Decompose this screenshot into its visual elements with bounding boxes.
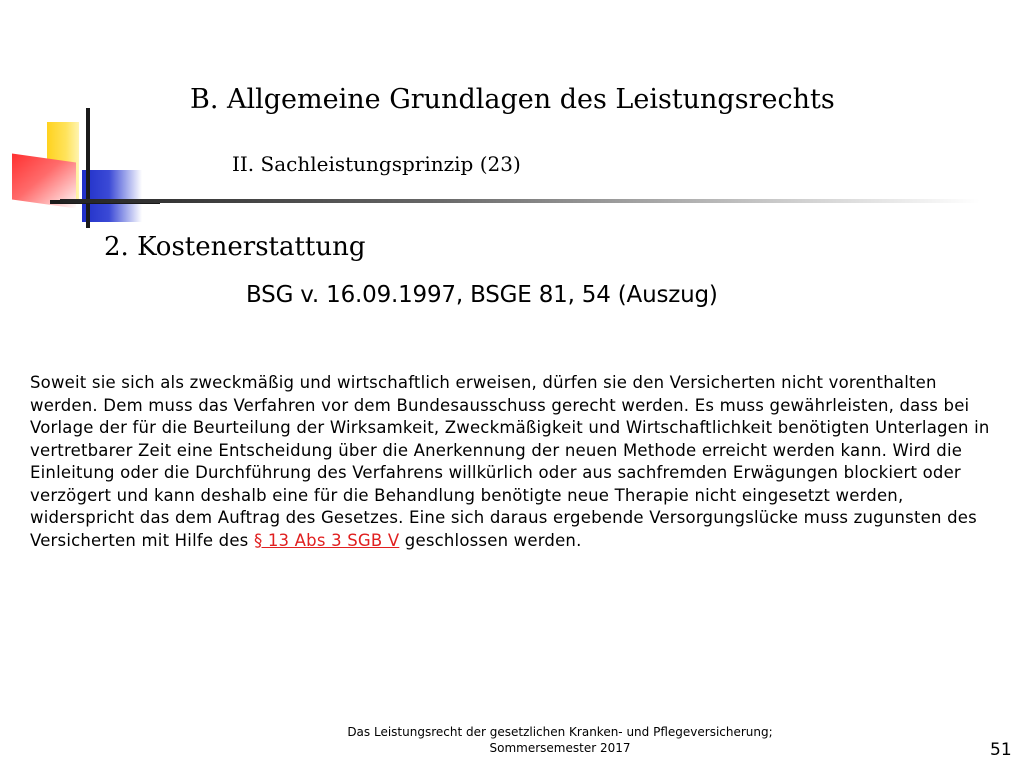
quote-body-text bbox=[30, 372, 1005, 552]
header-divider bbox=[60, 199, 980, 203]
slide-footer bbox=[300, 724, 820, 756]
court-citation: BSG v. 16.09.1997, BSGE 81, 54 (Auszug) bbox=[246, 282, 718, 308]
footer-semester: Sommersemester 2017 bbox=[489, 741, 631, 755]
body-text-before-link: Soweit sie sich als zweckmäßig und wirtschaftlich erweisen, dürfen sie den Versicherten nicht vorenthalten werden. Dem muss das Verfahren vor dem Bundesausschuss gerecht werden. Es muss gewährleisten, dass bei Vorlage der für die Beurteilung der Wirksamkeit, Zweckmäßigkeit und Wirtschaftlichkeit benötigten Unterlagen in vertretbarer Zeit eine Entscheidung über die Anerkennung der neuen Methode erreicht werden kann. Wird die Einleitung oder die Durchführung des Verfahrens willkürlich oder aus sachfremden Erwägungen blockiert oder verzögert und kann deshalb eine für die Behandlung benötigte neue Therapie nicht eingesetzt werden, widerspricht das dem Auftrag des Gesetzes. Eine sich daraus ergebende Versorgungslücke muss zugunsten des Versicherten mit Hilfe des bbox=[30, 373, 990, 550]
statute-link[interactable]: § 13 Abs 3 SGB V bbox=[253, 530, 400, 550]
slide-subtitle: II. Sachleistungsprinzip (23) bbox=[232, 152, 521, 176]
slide-logo-graphic bbox=[0, 100, 160, 240]
logo-vertical-line bbox=[86, 108, 90, 228]
logo-blue-square bbox=[82, 170, 142, 222]
page-number: 51 bbox=[990, 740, 1012, 760]
section-heading: 2. Kostenerstattung bbox=[104, 232, 366, 262]
body-text-after-link: geschlossen werden. bbox=[399, 530, 582, 550]
slide-title: B. Allgemeine Grundlagen des Leistungsrechts bbox=[190, 84, 835, 115]
footer-course-title: Das Leistungsrecht der gesetzlichen Kranken- und Pflegeversicherung; bbox=[347, 725, 773, 739]
